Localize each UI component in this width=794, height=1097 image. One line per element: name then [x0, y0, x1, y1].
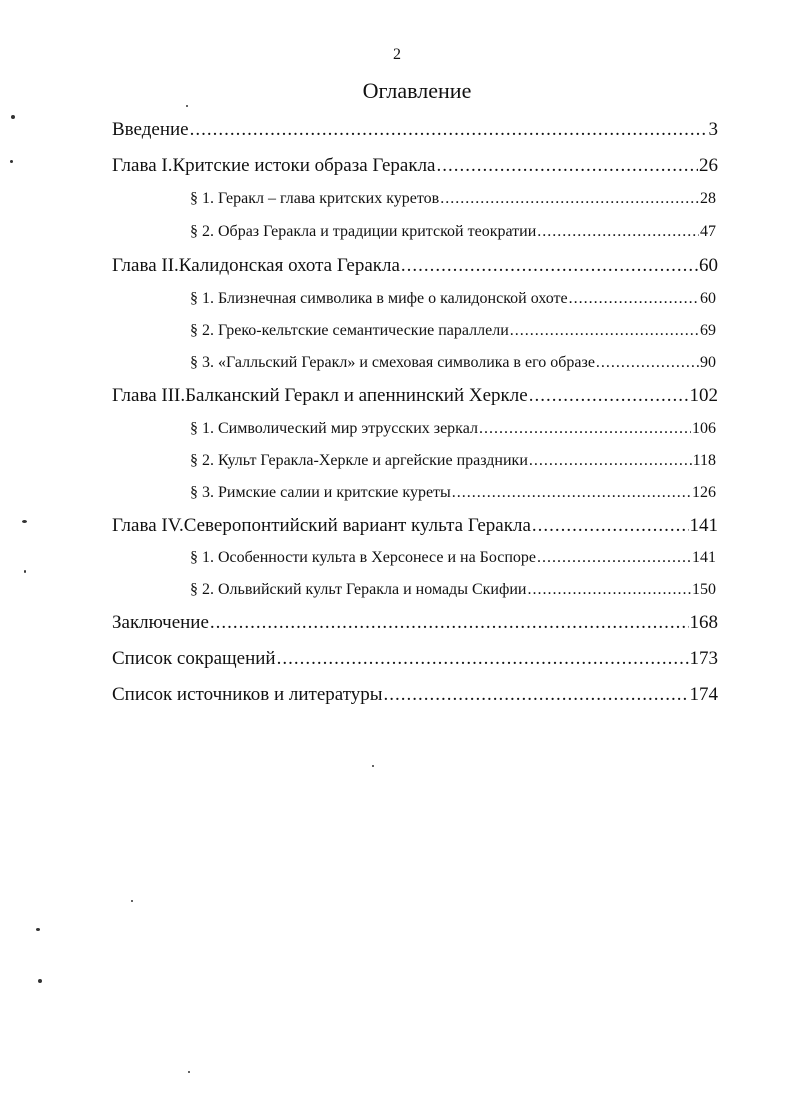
toc-entry-chapter-2: [112, 255, 718, 277]
toc-entry-page: 118: [692, 452, 716, 469]
toc-entry-label: Глава III.Балканский Геракл и апеннинский Херкле: [112, 385, 528, 406]
toc-leader-dots: [452, 484, 691, 502]
toc-entry-label: § 1. Особенности культа в Херсонесе и на Боспоре: [190, 549, 537, 566]
toc-entry-introduction: [112, 119, 718, 141]
toc-entry-page: 168: [689, 612, 718, 633]
toc-leader-dots: [440, 190, 699, 208]
toc-leader-dots: [190, 120, 708, 141]
toc-entry-label: § 2. Греко-кельтские семантические параллели: [190, 322, 509, 339]
toc-entry-section: [190, 452, 716, 470]
toc-entry-label: Заключение: [112, 612, 209, 633]
toc-entry-label: Глава I.Критские истоки образа Геракла: [112, 155, 436, 176]
toc-entry-label: § 2. Культ Геракла-Херкле и аргейские праздники: [190, 452, 528, 469]
toc-entry-section: [190, 420, 716, 438]
toc-entry-section: [190, 190, 716, 208]
toc-leader-dots: [277, 649, 689, 670]
scan-speck: [372, 765, 374, 767]
toc-entry-section: [190, 290, 716, 308]
toc-leader-dots: [529, 452, 692, 470]
toc-entry-label: Глава II.Калидонская охота Геракла: [112, 255, 400, 276]
toc-entry-page: 126: [692, 484, 716, 501]
toc-entry-page: 60: [699, 255, 718, 276]
toc-entry-chapter-1: [112, 155, 718, 177]
toc-leader-dots: [384, 685, 689, 706]
toc-entry-page: 47: [700, 223, 716, 240]
toc-leader-dots: [569, 290, 699, 308]
page-number: 2: [393, 46, 401, 63]
scan-speck: [131, 900, 133, 902]
toc-entry-label: § 2. Образ Геракла и традиции критской теократии: [190, 223, 537, 240]
toc-entry-page: 28: [700, 190, 716, 207]
scan-speck: [22, 520, 27, 523]
toc-entry-label: § 1. Близнечная символика в мифе о калидонской охоте: [190, 290, 568, 307]
toc-entry-page: 3: [708, 119, 718, 140]
toc-entry-section: [190, 354, 716, 372]
toc-entry-page: 69: [700, 322, 716, 339]
toc-entry-abbreviations: [112, 648, 718, 670]
toc-entry-label: § 3. «Галльский Геракл» и смеховая символика в его образе: [190, 354, 595, 371]
toc-leader-dots: [537, 223, 699, 241]
toc-entry-label: Список сокращений: [112, 648, 276, 669]
toc-entry-label: Список источников и литературы: [112, 684, 383, 705]
toc-entry-page: 174: [689, 684, 718, 705]
toc-entry-page: 106: [692, 420, 716, 437]
toc-entry-section: [190, 549, 716, 567]
toc-entry-section: [190, 484, 716, 502]
toc-title: Оглавление: [362, 78, 472, 103]
scan-speck: [188, 1071, 190, 1073]
toc-leader-dots: [529, 386, 689, 407]
scan-speck: [24, 570, 26, 573]
toc-entry-label: Глава IV.Северопонтийский вариант культа Геракла: [112, 515, 531, 536]
toc-entry-chapter-4: [112, 515, 718, 537]
toc-entry-section: [190, 223, 716, 241]
toc-leader-dots: [596, 354, 699, 372]
toc-entry-label: § 1. Символический мир этрусских зеркал: [190, 420, 478, 437]
toc-entry-page: 90: [700, 354, 716, 371]
toc-entry-page: 141: [689, 515, 718, 536]
toc-entry-page: 150: [692, 581, 716, 598]
toc-entry-page: 26: [699, 155, 718, 176]
toc-entry-label: § 3. Римские салии и критские куреты: [190, 484, 451, 501]
toc-leader-dots: [210, 613, 689, 634]
toc-entry-label: § 1. Геракл – глава критских куретов: [190, 190, 440, 207]
toc-leader-dots: [401, 256, 698, 277]
scan-speck: [36, 928, 40, 931]
toc-entry-page: 173: [689, 648, 718, 669]
toc-leader-dots: [537, 549, 691, 567]
toc-entry-page: 60: [700, 290, 716, 307]
toc-leader-dots: [510, 322, 699, 340]
toc-entry-section: [190, 581, 716, 599]
scan-speck: [10, 160, 13, 163]
scan-speck: [186, 105, 188, 107]
toc-entry-conclusion: [112, 612, 718, 634]
toc-entry-page: 102: [689, 385, 718, 406]
toc-entry-label: § 2. Ольвийский культ Геракла и номады Скифии: [190, 581, 527, 598]
toc-leader-dots: [532, 516, 689, 537]
toc-entry-label: Введение: [112, 119, 189, 140]
toc-leader-dots: [527, 581, 691, 599]
scan-speck: [38, 979, 42, 983]
toc-entry-chapter-3: [112, 385, 718, 407]
toc-entry-section: [190, 322, 716, 340]
toc-entry-page: 141: [692, 549, 716, 566]
toc-leader-dots: [479, 420, 691, 438]
toc-entry-bibliography: [112, 684, 718, 706]
scan-speck: [11, 115, 15, 119]
toc-leader-dots: [436, 156, 698, 177]
